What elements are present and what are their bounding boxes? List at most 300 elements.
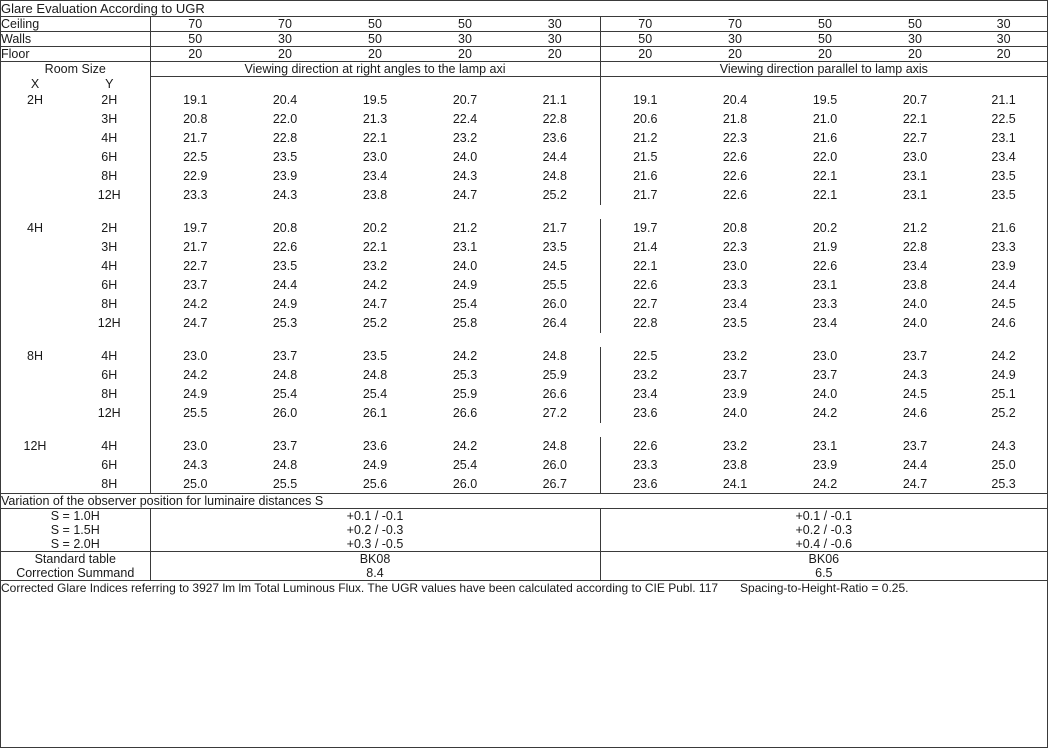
x-value xyxy=(1,404,69,423)
y-value: 6H xyxy=(69,148,150,167)
ugr-value: 22.8 xyxy=(902,240,928,254)
table-row xyxy=(1,110,1047,129)
ugr-value: 24.8 xyxy=(272,458,298,472)
walls-value: 30 xyxy=(870,32,960,47)
variation-left-value: +0.2 / -0.3 xyxy=(150,523,600,537)
table-row xyxy=(1,129,1047,148)
ugr-value: 20.7 xyxy=(452,93,478,107)
spacer-right xyxy=(600,77,1047,91)
ugr-value: 23.2 xyxy=(362,259,388,273)
ugr-value: 25.9 xyxy=(452,387,478,401)
ugr-value: 24.4 xyxy=(272,278,298,292)
ugr-value: 19.1 xyxy=(183,93,208,107)
reflectance-row-walls xyxy=(1,32,1047,47)
ugr-value: 26.7 xyxy=(510,475,600,494)
ugr-value: 24.9 xyxy=(991,368,1016,382)
ugr-value: 24.8 xyxy=(362,368,388,382)
table-row xyxy=(1,276,1047,295)
x-value: 8H xyxy=(27,349,43,363)
table-row xyxy=(1,295,1047,314)
ugr-value: 23.1 xyxy=(902,188,928,202)
walls-value: 30 xyxy=(690,32,780,47)
standard-table-right: BK06 xyxy=(600,552,1047,567)
reflectance-row-ceiling xyxy=(1,17,1047,32)
ugr-value: 22.0 xyxy=(812,150,838,164)
variation-left-value: +0.1 / -0.1 xyxy=(150,509,600,524)
ugr-value: 23.7 xyxy=(902,439,928,453)
ugr-value: 23.4 xyxy=(722,297,748,311)
ugr-value: 24.4 xyxy=(902,458,928,472)
y-value: 8H xyxy=(69,167,150,186)
floor-value: 20 xyxy=(960,47,1047,62)
ugr-value: 23.8 xyxy=(902,278,928,292)
ugr-value: 23.2 xyxy=(722,439,748,453)
ceiling-value: 70 xyxy=(600,17,690,32)
correction-summand-left: 8.4 xyxy=(150,566,600,581)
correction-summand-right: 6.5 xyxy=(815,566,833,580)
ugr-value: 22.1 xyxy=(902,112,928,126)
room-size-y-label: Y xyxy=(69,77,150,91)
x-value xyxy=(1,110,69,129)
ugr-value: 24.7 xyxy=(362,297,388,311)
ugr-value: 26.0 xyxy=(510,295,600,314)
ugr-value: 23.0 xyxy=(183,349,208,363)
ugr-value: 23.7 xyxy=(272,349,298,363)
ugr-value: 21.6 xyxy=(633,169,658,183)
x-value xyxy=(1,314,69,333)
x-value xyxy=(1,186,69,205)
ugr-value: 24.3 xyxy=(991,439,1016,453)
ugr-value: 26.0 xyxy=(452,476,478,491)
ugr-value: 20.4 xyxy=(722,93,748,107)
ugr-value: 23.3 xyxy=(812,297,838,311)
ugr-value: 20.4 xyxy=(272,93,298,107)
ugr-value: 19.5 xyxy=(812,93,838,107)
ugr-value: 25.0 xyxy=(183,476,208,491)
x-value xyxy=(1,257,69,276)
floor-value: 20 xyxy=(870,47,960,62)
ugr-value: 24.3 xyxy=(452,169,478,183)
ugr-value: 20.8 xyxy=(183,112,208,126)
ugr-value: 20.2 xyxy=(362,221,388,235)
ugr-value: 23.3 xyxy=(991,240,1016,254)
ugr-value: 23.0 xyxy=(362,150,388,164)
spacer-left xyxy=(150,77,600,91)
ugr-value: 24.3 xyxy=(183,458,208,472)
ugr-value: 23.5 xyxy=(510,238,600,257)
ugr-value: 24.8 xyxy=(510,347,600,366)
ugr-value: 19.7 xyxy=(183,221,208,235)
ugr-value: 24.4 xyxy=(510,148,600,167)
room-size-x-label: X xyxy=(30,76,40,91)
ceiling-value: 70 xyxy=(690,17,780,32)
ugr-value: 24.9 xyxy=(452,278,478,292)
x-value xyxy=(1,148,69,167)
ugr-value: 23.9 xyxy=(991,259,1016,273)
ugr-value: 24.5 xyxy=(510,257,600,276)
ugr-value: 21.0 xyxy=(812,112,838,126)
group-spacer xyxy=(1,333,1047,347)
x-value: 2H xyxy=(27,93,43,107)
correction-summand-label: Correction Summand xyxy=(1,566,150,581)
page-title: Glare Evaluation According to UGR xyxy=(1,1,1047,17)
y-value: 6H xyxy=(69,456,150,475)
x-value xyxy=(1,295,69,314)
ugr-value: 23.5 xyxy=(272,150,298,164)
title-row xyxy=(1,1,1047,17)
ugr-value: 25.3 xyxy=(272,316,298,330)
ugr-value: 22.8 xyxy=(272,131,298,145)
ugr-value: 23.9 xyxy=(722,387,748,401)
ugr-value: 23.5 xyxy=(272,259,298,273)
ugr-value: 23.0 xyxy=(183,439,208,453)
x-value xyxy=(1,456,69,475)
ugr-value: 22.6 xyxy=(722,150,748,164)
ugr-value: 20.2 xyxy=(812,221,838,235)
ugr-value: 22.7 xyxy=(633,297,658,311)
ugr-value: 24.7 xyxy=(452,188,478,202)
walls-value: 30 xyxy=(420,32,510,47)
y-value: 8H xyxy=(69,475,150,494)
floor-value: 20 xyxy=(240,47,330,62)
ugr-value: 23.7 xyxy=(183,278,208,292)
table-row xyxy=(1,314,1047,333)
table-row xyxy=(1,148,1047,167)
ugr-value: 24.2 xyxy=(991,349,1016,363)
ugr-value: 22.6 xyxy=(633,439,658,453)
ugr-value: 26.6 xyxy=(452,406,478,420)
table-row xyxy=(1,219,1047,238)
y-value: 4H xyxy=(69,347,150,366)
ugr-value: 21.6 xyxy=(812,131,838,145)
x-value: 12H xyxy=(23,439,47,453)
ugr-value: 19.1 xyxy=(633,93,658,107)
floor-value: 20 xyxy=(690,47,780,62)
ugr-value: 22.7 xyxy=(183,259,208,273)
standard-table-row xyxy=(1,552,1047,567)
ugr-value: 24.3 xyxy=(902,368,928,382)
ugr-value: 23.7 xyxy=(812,368,838,382)
ugr-value: 25.1 xyxy=(991,387,1016,401)
ceiling-value: 70 xyxy=(150,17,240,32)
ugr-value: 21.1 xyxy=(510,91,600,110)
x-value: 4H xyxy=(27,221,43,235)
ugr-value: 24.2 xyxy=(452,439,478,453)
standard-table-left: BK08 xyxy=(150,552,600,567)
y-value: 6H xyxy=(69,366,150,385)
ugr-value: 23.6 xyxy=(362,439,388,453)
room-size-title: Room Size xyxy=(1,62,150,77)
ugr-value: 24.2 xyxy=(452,349,478,363)
walls-value: 30 xyxy=(240,32,330,47)
ugr-value: 23.1 xyxy=(452,240,478,254)
x-value xyxy=(1,129,69,148)
ugr-value: 24.9 xyxy=(362,458,388,472)
variation-row xyxy=(1,537,1047,552)
ugr-value: 24.2 xyxy=(362,278,388,292)
ugr-value: 24.6 xyxy=(991,316,1016,330)
footnote-main: Corrected Glare Indices referring to 3927 lm lm Total Luminous Flux. The UGR values have been calculated according to CIE Publ. 117 xyxy=(1,581,719,595)
ugr-value: 20.6 xyxy=(633,112,658,126)
ugr-value: 23.5 xyxy=(722,316,748,330)
table-row xyxy=(1,167,1047,186)
ugr-value: 25.2 xyxy=(991,406,1016,420)
ugr-value: 22.3 xyxy=(722,131,748,145)
group-spacer xyxy=(1,205,1047,219)
ugr-value: 24.6 xyxy=(902,406,928,420)
ugr-value: 23.0 xyxy=(722,259,748,273)
table-row xyxy=(1,437,1047,456)
ceiling-value: 30 xyxy=(510,17,600,32)
ugr-value: 23.9 xyxy=(812,458,838,472)
ugr-value: 23.0 xyxy=(812,349,838,363)
ugr-value: 23.0 xyxy=(902,150,928,164)
ugr-value: 22.3 xyxy=(722,240,748,254)
ugr-value: 24.2 xyxy=(812,406,838,420)
correction-summand-row xyxy=(1,566,1047,581)
ceiling-value: 50 xyxy=(780,17,870,32)
ugr-value: 25.5 xyxy=(183,406,208,420)
standard-table-label: Standard table xyxy=(1,552,150,567)
ugr-value: 23.3 xyxy=(183,188,208,202)
ugr-value: 24.0 xyxy=(722,406,748,420)
floor-value: 20 xyxy=(510,47,600,62)
ugr-value: 22.8 xyxy=(510,110,600,129)
ugr-value: 26.6 xyxy=(510,385,600,404)
ugr-value: 24.2 xyxy=(183,368,208,382)
ugr-value: 23.4 xyxy=(991,150,1016,164)
table-row xyxy=(1,404,1047,423)
ugr-value: 25.8 xyxy=(452,316,478,330)
ugr-value: 23.5 xyxy=(991,169,1016,183)
ugr-value: 22.6 xyxy=(633,278,658,292)
ugr-value: 25.6 xyxy=(362,476,388,491)
ceiling-value: 50 xyxy=(420,17,510,32)
variation-title: Variation of the observer position for luminaire distances S xyxy=(1,494,1047,509)
ugr-value: 24.0 xyxy=(812,387,838,401)
ugr-value: 22.1 xyxy=(812,188,838,202)
ugr-value: 24.8 xyxy=(510,167,600,186)
ugr-value: 22.5 xyxy=(633,349,658,363)
variation-right-value: +0.4 / -0.6 xyxy=(795,537,853,551)
direction-header-perpendicular: Viewing direction at right angles to the lamp axi xyxy=(150,62,600,77)
ceiling-value: 50 xyxy=(870,17,960,32)
variation-right-value: +0.2 / -0.3 xyxy=(795,523,853,537)
ugr-value: 23.4 xyxy=(812,316,838,330)
table-row xyxy=(1,456,1047,475)
ugr-value: 22.7 xyxy=(902,131,928,145)
x-value xyxy=(1,366,69,385)
variation-row xyxy=(1,523,1047,537)
ugr-value: 22.5 xyxy=(991,112,1016,126)
footnote-row xyxy=(1,581,1047,596)
direction-header-row xyxy=(1,62,1047,77)
walls-value: 50 xyxy=(150,32,240,47)
ugr-value: 23.7 xyxy=(902,349,928,363)
ugr-value: 21.3 xyxy=(362,112,388,126)
variation-row xyxy=(1,509,1047,524)
walls-value: 30 xyxy=(960,32,1047,47)
ugr-value: 23.1 xyxy=(991,131,1016,145)
ugr-value: 23.5 xyxy=(991,188,1016,202)
ugr-value: 23.3 xyxy=(722,278,748,292)
ugr-value: 25.0 xyxy=(991,458,1016,472)
ugr-value: 21.1 xyxy=(991,93,1016,107)
walls-value: 30 xyxy=(510,32,600,47)
y-value: 2H xyxy=(69,91,150,110)
ugr-value: 21.9 xyxy=(812,240,838,254)
ugr-value: 23.7 xyxy=(722,368,748,382)
ugr-value: 26.0 xyxy=(510,456,600,475)
floor-label: Floor xyxy=(1,47,150,62)
ugr-value: 24.5 xyxy=(991,297,1016,311)
variation-label: S = 2.0H xyxy=(1,537,150,552)
ugr-value: 25.2 xyxy=(362,316,388,330)
ugr-value: 21.2 xyxy=(902,221,928,235)
ugr-value: 25.3 xyxy=(452,368,478,382)
ceiling-value: 50 xyxy=(330,17,420,32)
ugr-value: 21.5 xyxy=(633,150,658,164)
ugr-value: 24.2 xyxy=(183,297,208,311)
ugr-value: 24.0 xyxy=(902,316,928,330)
ugr-value: 23.4 xyxy=(633,387,658,401)
y-value: 8H xyxy=(69,295,150,314)
floor-value: 20 xyxy=(420,47,510,62)
table-row xyxy=(1,257,1047,276)
ugr-value: 25.5 xyxy=(272,476,298,491)
ugr-value: 22.6 xyxy=(722,188,748,202)
ugr-value: 22.5 xyxy=(183,150,208,164)
floor-value: 20 xyxy=(600,47,690,62)
ugr-value: 22.0 xyxy=(272,112,298,126)
footnote-extra: Spacing-to-Height-Ratio = 0.25. xyxy=(740,581,909,595)
table-row xyxy=(1,91,1047,110)
ugr-value: 20.8 xyxy=(722,221,748,235)
ugr-value: 24.3 xyxy=(272,188,298,202)
ugr-value: 24.9 xyxy=(272,297,298,311)
ugr-value: 20.8 xyxy=(272,221,298,235)
reflectance-row-floor xyxy=(1,47,1047,62)
variation-title-row xyxy=(1,494,1047,509)
y-value: 12H xyxy=(69,314,150,333)
table-row xyxy=(1,475,1047,494)
ugr-value: 23.9 xyxy=(272,169,298,183)
ugr-value: 23.2 xyxy=(722,349,748,363)
ugr-value: 24.0 xyxy=(452,259,478,273)
ugr-value: 23.5 xyxy=(362,349,388,363)
ugr-value: 22.6 xyxy=(722,169,748,183)
ugr-value: 23.7 xyxy=(272,439,298,453)
ugr-value: 25.4 xyxy=(362,387,388,401)
ugr-value: 23.4 xyxy=(362,169,388,183)
floor-value: 20 xyxy=(780,47,870,62)
ugr-value: 24.9 xyxy=(183,387,208,401)
ugr-value: 24.0 xyxy=(902,297,928,311)
ugr-value: 22.8 xyxy=(633,316,658,330)
footnote xyxy=(1,581,1047,596)
floor-value: 20 xyxy=(330,47,420,62)
ugr-value: 24.8 xyxy=(272,368,298,382)
ugr-value: 21.2 xyxy=(633,131,658,145)
ceiling-label: Ceiling xyxy=(1,17,150,32)
ugr-value: 25.9 xyxy=(510,366,600,385)
variation-label: S = 1.5H xyxy=(1,523,150,537)
ugr-table xyxy=(1,1,1047,595)
variation-label: S = 1.0H xyxy=(1,509,150,524)
y-value: 4H xyxy=(69,437,150,456)
variation-right-value: +0.1 / -0.1 xyxy=(795,509,853,523)
y-value: 2H xyxy=(69,219,150,238)
ugr-value: 23.2 xyxy=(633,368,658,382)
floor-value: 20 xyxy=(150,47,240,62)
x-value xyxy=(1,475,69,494)
ugr-value: 19.5 xyxy=(362,93,388,107)
ugr-value: 22.1 xyxy=(362,131,388,145)
ugr-value: 22.1 xyxy=(633,259,658,273)
y-value: 4H xyxy=(69,257,150,276)
ugr-value: 23.8 xyxy=(362,188,388,202)
x-value xyxy=(1,238,69,257)
walls-label: Walls xyxy=(1,32,150,47)
ugr-value: 23.2 xyxy=(452,131,478,145)
y-value: 4H xyxy=(69,129,150,148)
table-row xyxy=(1,366,1047,385)
x-value xyxy=(1,167,69,186)
ugr-value: 21.7 xyxy=(183,131,208,145)
ugr-value: 23.1 xyxy=(812,439,838,453)
ugr-value: 22.9 xyxy=(183,169,208,183)
y-value: 6H xyxy=(69,276,150,295)
table-row xyxy=(1,186,1047,205)
walls-value: 50 xyxy=(600,32,690,47)
ugr-value: 21.6 xyxy=(991,221,1016,235)
x-value xyxy=(1,276,69,295)
walls-value: 50 xyxy=(330,32,420,47)
room-size-axis-row xyxy=(1,77,1047,91)
ugr-value: 20.7 xyxy=(902,93,928,107)
ugr-value: 21.4 xyxy=(633,240,658,254)
ugr-value: 23.3 xyxy=(633,458,658,472)
direction-header-parallel: Viewing direction parallel to lamp axis xyxy=(600,62,1047,77)
ugr-value: 23.6 xyxy=(510,129,600,148)
walls-value: 50 xyxy=(780,32,870,47)
ugr-value: 26.4 xyxy=(510,314,600,333)
ugr-value: 25.4 xyxy=(452,458,478,472)
y-value: 3H xyxy=(69,110,150,129)
table-row xyxy=(1,385,1047,404)
ugr-value: 26.0 xyxy=(272,406,298,420)
ugr-value: 23.1 xyxy=(812,278,838,292)
ugr-value: 25.3 xyxy=(991,476,1016,491)
table-row xyxy=(1,238,1047,257)
ugr-value: 23.1 xyxy=(902,169,928,183)
ugr-value: 22.4 xyxy=(452,112,478,126)
y-value: 3H xyxy=(69,238,150,257)
ugr-value: 21.7 xyxy=(183,240,208,254)
ugr-value: 21.7 xyxy=(633,188,658,202)
ugr-value: 25.4 xyxy=(452,297,478,311)
ugr-value: 21.7 xyxy=(510,219,600,238)
ugr-value: 22.1 xyxy=(812,169,838,183)
ugr-value: 24.2 xyxy=(812,476,838,491)
ugr-value: 23.6 xyxy=(633,476,658,491)
ceiling-value: 70 xyxy=(240,17,330,32)
ugr-value: 24.7 xyxy=(183,316,208,330)
ugr-value: 24.4 xyxy=(991,278,1016,292)
ugr-value: 21.2 xyxy=(452,221,478,235)
y-value: 12H xyxy=(69,404,150,423)
ugr-value: 22.6 xyxy=(812,259,838,273)
